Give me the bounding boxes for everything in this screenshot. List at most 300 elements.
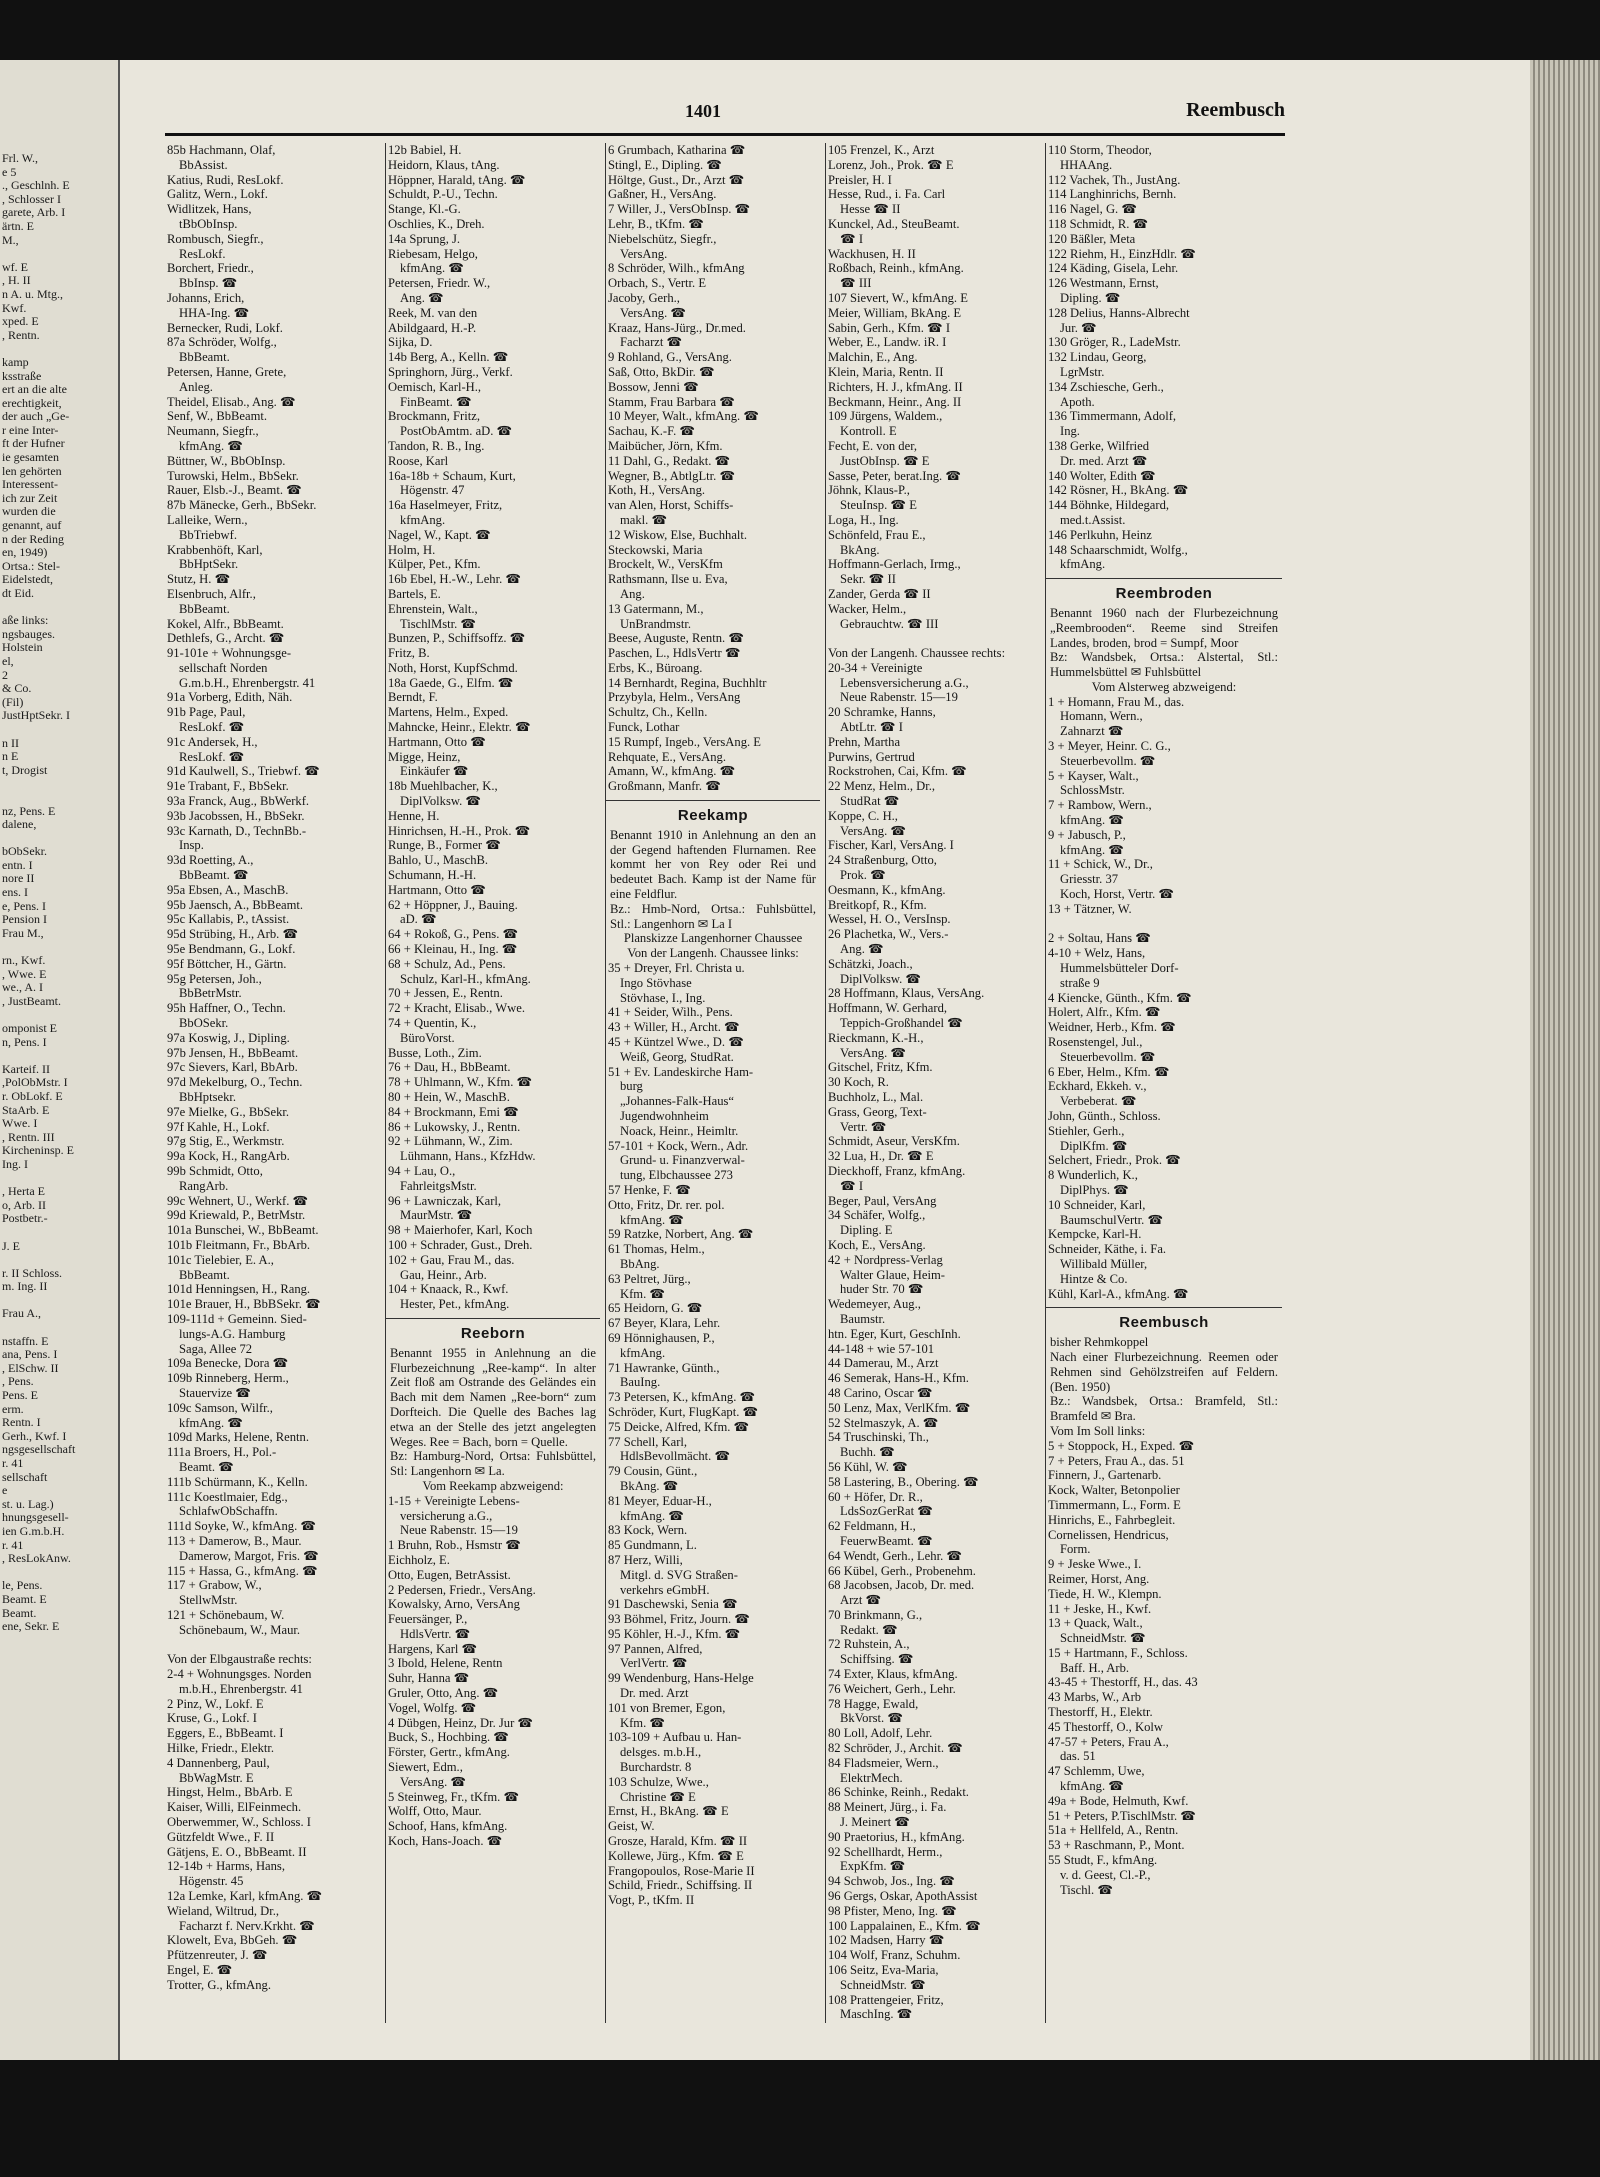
strip-line	[0, 1294, 118, 1308]
directory-entry: Oemisch, Karl-H.,	[388, 379, 482, 394]
directory-entry: Oesmann, K., kfmAng.	[828, 882, 946, 897]
directory-entry: Buchh. ☎	[840, 1445, 895, 1460]
directory-entry: 80 + Hein, W., MaschB.	[388, 1090, 510, 1104]
street-subheading: Vom Alsterweg abzweigend:	[1091, 679, 1237, 694]
directory-entry: Lehr, B., tKfm. ☎	[608, 216, 704, 231]
column-3	[605, 143, 820, 2023]
directory-entry: Steuerbevollm. ☎	[1060, 753, 1156, 768]
directory-entry: Frangopoulos, Rose-Marie II	[608, 1863, 755, 1878]
directory-entry: 97b Jensen, H., BbBeamt.	[167, 1045, 299, 1060]
directory-entry: 2-4 + Wohnungsges. Norden	[167, 1667, 312, 1682]
directory-entry: 5 + Kayser, Walt.,	[1048, 768, 1139, 783]
directory-entry: Walter Glaue, Heim-	[840, 1267, 945, 1282]
directory-entry: 87 Herz, Willi,	[608, 1552, 683, 1567]
strip-line: len gehörten	[2, 463, 62, 478]
strip-line	[0, 832, 118, 846]
directory-entry: Bossow, Jenni ☎	[608, 379, 699, 394]
directory-entry: 70 Brinkmann, G.,	[828, 1607, 923, 1622]
directory-entry: Kühl, Karl-A., kfmAng. ☎	[1048, 1286, 1189, 1301]
directory-entry: HHAAng.	[1060, 157, 1113, 172]
directory-entry: 7 Willer, J., VersObInsp. ☎	[608, 202, 751, 217]
directory-entry: Oschlies, K., Dreh.	[388, 216, 485, 231]
directory-entry: Berndt, F.	[388, 690, 438, 705]
directory-entry: 103 Schulze, Wwe.,	[608, 1774, 709, 1789]
strip-line: o, Arb. II	[2, 1197, 46, 1212]
directory-entry: 102 + Gau, Frau M., das.	[388, 1252, 515, 1267]
page-number: 1401	[685, 101, 721, 121]
strip-line	[0, 791, 118, 805]
directory-entry: Stauervize ☎	[179, 1385, 251, 1400]
directory-entry: SchneidMstr. ☎	[1060, 1631, 1146, 1646]
directory-entry: 28 Hoffmann, Klaus, VersAng.	[828, 986, 985, 1001]
directory-entry: verkehrs eGmbH.	[620, 1582, 710, 1597]
directory-entry: 91 Daschewski, Senia ☎	[608, 1597, 738, 1612]
directory-entry: Rockstrohen, Cai, Kfm. ☎	[828, 764, 967, 779]
directory-entry: 96 + Lawniczak, Karl,	[388, 1193, 502, 1208]
directory-entry: 32 Lua, H., Dr. ☎ E	[828, 1149, 934, 1164]
directory-entry: 57 Henke, F. ☎	[608, 1182, 691, 1197]
directory-entry: 148 Schaarschmidt, Wolfg.,	[1048, 542, 1188, 557]
directory-entry: Einkäufer ☎	[400, 764, 469, 779]
directory-entry: Weiß, Georg, StudRat.	[620, 1049, 734, 1064]
directory-entry: BbBetrMstr.	[179, 986, 242, 1001]
directory-entry: Apoth.	[1060, 394, 1095, 409]
strip-line	[0, 1321, 118, 1335]
directory-entry: 98 Pfister, Meno, Ing. ☎	[828, 1903, 957, 1918]
directory-entry: Schönfeld, Frau E.,	[828, 527, 926, 542]
directory-entry: Hesse ☎ II	[840, 202, 901, 217]
directory-entry: 113 + Damerow, B., Maur.	[167, 1533, 302, 1548]
directory-entry: Finnern, J., Gartenarb.	[1048, 1468, 1162, 1483]
strip-line: ich zur Zeit	[2, 490, 58, 505]
directory-entry: 13 + Tätzner, W.	[1048, 901, 1132, 916]
directory-entry: 49a + Bode, Helmuth, Kwf.	[1048, 1793, 1189, 1808]
street-description: Benannt 1960 nach der Flurbezeichnung „Reembrooden“. Reeme sind Streifen Landes, broden, brod = Sumpf, Moor	[1050, 605, 1278, 650]
strip-line: ien G.m.b.H.	[2, 1523, 65, 1538]
directory-entry: 91d Kaulwell, S., Triebwf. ☎	[167, 764, 320, 779]
directory-entry: RangArb.	[179, 1178, 229, 1193]
directory-entry: 67 Beyer, Klara, Lehr.	[608, 1316, 721, 1331]
directory-entry: 83 Kock, Wern.	[608, 1523, 688, 1538]
strip-line: n II	[2, 735, 19, 750]
directory-entry: kfmAng. ☎	[1060, 842, 1124, 857]
street-description: Benannt 1955 in Anlehnung an die Flurbezeichnung „Ree-kamp“. In alter Zeit floß am Ostrande des Geländes ein Bach mit dem Namen „Ree-born“ zum Dorfteich. Die Quelle des Baches lag etwa an der Stelle des jetzt angelegten Weges. Ree = Bach, born = Quelle.	[390, 1345, 596, 1449]
directory-entry: Henne, H.	[388, 808, 440, 823]
strip-line	[0, 601, 118, 615]
strip-line: Ortsa.: Stel-	[2, 558, 60, 573]
directory-entry: 14b Berg, A., Kelln. ☎	[388, 350, 509, 365]
directory-entry: Gätjens, E. O., BbBeamt. II	[167, 1844, 307, 1859]
directory-entry: Kowalsky, Arno, VersAng	[388, 1597, 520, 1612]
directory-entry: 61 Thomas, Helm.,	[608, 1242, 705, 1257]
directory-entry: BbHptsekr.	[179, 1090, 237, 1104]
directory-entry: Dipling. ☎	[1060, 290, 1121, 305]
strip-line: Postbetr.-	[2, 1211, 48, 1226]
directory-entry: 99 Wendenburg, Hans-Helge	[608, 1671, 754, 1686]
directory-entry: Siewert, Edm.,	[388, 1760, 463, 1775]
directory-entry: 140 Wolter, Edith ☎	[1048, 468, 1156, 483]
directory-entry: 87b Mänecke, Gerh., BbSekr.	[167, 498, 317, 513]
directory-entry: Mitgl. d. SVG Straßen-	[620, 1567, 738, 1582]
directory-entry: VersAng.	[620, 246, 668, 261]
directory-entry: Paschen, L., HdlsVertr ☎	[608, 646, 741, 661]
directory-entry: 57-101 + Kock, Wern., Adr.	[608, 1138, 749, 1153]
directory-entry: Burchardstr. 8	[620, 1760, 692, 1775]
directory-entry: Kruse, G., Lokf. I	[167, 1711, 257, 1726]
directory-entry: 26 Plachetka, W., Vers.-	[828, 927, 949, 942]
directory-entry: Schneider, Käthe, i. Fa.	[1048, 1242, 1167, 1257]
directory-entry: ☎ I	[840, 1178, 864, 1193]
directory-entry: 92 + Lühmann, W., Zim.	[388, 1134, 513, 1149]
directory-entry: 97 Pannen, Alfred,	[608, 1641, 703, 1656]
directory-entry: Steckowski, Maria	[608, 542, 703, 557]
directory-entry: 45 Thestorff, O., Kolw	[1048, 1719, 1163, 1734]
directory-entry: Christine ☎ E	[620, 1789, 696, 1804]
directory-entry: 35 + Dreyer, Frl. Christa u.	[608, 961, 745, 976]
directory-entry: 97f Kahle, H., Lokf.	[167, 1119, 270, 1134]
directory-entry: 4 Dannenberg, Paul,	[167, 1755, 270, 1770]
directory-entry: 18a Gaede, G., Elfm. ☎	[388, 675, 514, 690]
directory-entry: Wacker, Helm.,	[828, 601, 907, 616]
directory-entry: 146 Perlkuhn, Heinz	[1048, 527, 1152, 542]
directory-entry: JustObInsp. ☎ E	[840, 453, 930, 468]
directory-entry: Dieckhoff, Franz, kfmAng.	[828, 1163, 966, 1178]
directory-entry: Riebesam, Helgo,	[388, 246, 478, 261]
directory-entry: 65 Heidorn, G. ☎	[608, 1301, 703, 1316]
directory-entry: 95d Strübing, H., Arb. ☎	[167, 927, 299, 942]
directory-entry: 12 Wiskow, Else, Buchhalt.	[608, 527, 748, 542]
directory-entry: Anleg.	[179, 379, 213, 394]
strip-line: M.,	[2, 232, 19, 247]
directory-entry: Tischl. ☎	[1060, 1882, 1114, 1897]
directory-entry: Hinrichsen, H.-H., Prok. ☎	[388, 823, 531, 838]
strip-line: garete, Arb. I	[2, 205, 66, 220]
directory-entry: 43 + Willer, H., Archt. ☎	[608, 1020, 740, 1035]
directory-entry: BbBeamt. ☎	[179, 868, 249, 883]
directory-entry: Krabbenhöft, Karl,	[167, 542, 263, 557]
directory-entry: 12-14b + Harms, Hans,	[167, 1859, 285, 1874]
directory-entry: 95 Köhler, H.-J., Kfm. ☎	[608, 1626, 741, 1641]
directory-entry: 95c Kallabis, P., tAssist.	[167, 912, 290, 927]
directory-entry: Grass, Georg, Text-	[828, 1104, 927, 1119]
directory-entry: 74 Exter, Klaus, kfmAng.	[828, 1667, 958, 1682]
directory-entry: VersAng. ☎	[620, 305, 687, 320]
directory-entry: Turowski, Helm., BbSekr.	[167, 468, 299, 483]
directory-entry: 7 + Rambow, Wern.,	[1048, 798, 1152, 813]
directory-entry: Sekr. ☎ II	[840, 572, 896, 587]
directory-entry: Vertr. ☎	[840, 1119, 887, 1134]
directory-entry: 97d Mekelburg, O., Techn.	[167, 1075, 303, 1090]
directory-entry: BauIng.	[620, 1375, 661, 1390]
directory-entry: Bartels, E.	[388, 586, 441, 601]
strip-line: n, Pens. I	[2, 1034, 47, 1049]
directory-entry: Koch, Hans-Joach. ☎	[388, 1834, 503, 1849]
directory-entry: 42 + Nordpress-Verlag	[828, 1252, 943, 1267]
directory-entry: Springhorn, Jürg., Verkf.	[388, 364, 513, 379]
directory-entry: BbWagMstr. E	[179, 1770, 254, 1785]
street-description: Nach einer Flurbezeichnung. Reemen oder Rehmen sind Gehölzstreifen auf Feldern. (Ben. 1950)	[1050, 1349, 1278, 1394]
section-divider	[606, 800, 820, 801]
directory-entry: Nagel, W., Kapt. ☎	[388, 527, 491, 542]
directory-entry: Form.	[1060, 1542, 1091, 1557]
directory-entry: 115 + Hassa, G., kfmAng. ☎	[167, 1563, 318, 1578]
directory-entry: 8 Wunderlich, K.,	[1048, 1168, 1138, 1183]
strip-line: , Schlosser I	[2, 191, 61, 206]
column-1	[165, 143, 379, 2023]
directory-entry: 91-101e + Wohnungsge-	[167, 646, 292, 661]
directory-entry: 52 Stelmaszyk, A. ☎	[828, 1415, 939, 1430]
strip-line: Eidelstedt,	[2, 572, 53, 587]
directory-entry: 60 + Höfer, Dr. R.,	[828, 1489, 923, 1504]
directory-entry: 92 Schellhardt, Herm.,	[828, 1844, 943, 1859]
directory-entry: 12b Babiel, H.	[388, 143, 462, 157]
directory-entry: Ang. ☎	[840, 942, 884, 957]
directory-entry: 111d Soyke, W., kfmAng. ☎	[167, 1519, 317, 1534]
directory-entry: Grosze, Harald, Kfm. ☎ II	[608, 1834, 748, 1849]
directory-entry: Neumann, Siegfr.,	[167, 424, 259, 439]
strip-line: ,PolObMstr. I	[2, 1075, 68, 1090]
directory-entry: 95a Ebsen, A., MaschB.	[167, 882, 289, 897]
strip-line: , ElSchw. II	[2, 1360, 59, 1375]
directory-entry: BbAng.	[620, 1256, 660, 1271]
directory-entry: Hartmann, Otto ☎	[388, 882, 486, 897]
directory-entry: Kock, Walter, Betonpolier	[1048, 1483, 1180, 1498]
strip-line: n A. u. Mtg.,	[2, 286, 64, 301]
directory-entry: 80 Loll, Adolf, Lehr.	[828, 1726, 933, 1741]
directory-entry: Saß, Otto, BkDir. ☎	[608, 364, 715, 379]
directory-entry: BbAssist.	[179, 157, 228, 172]
directory-entry: Wegner, B., AbtlgLtr. ☎	[608, 468, 736, 483]
directory-entry: Koth, H., VersAng.	[608, 483, 706, 498]
directory-entry: 10 Schneider, Karl,	[1048, 1197, 1146, 1212]
directory-entry: Klowelt, Eva, BbGeh. ☎	[167, 1933, 298, 1948]
directory-entry: ☎ I	[840, 231, 864, 246]
strip-line: StaArb. E	[2, 1102, 50, 1117]
directory-entry: 66 Kübel, Gerh., Probenehm.	[828, 1563, 976, 1578]
directory-entry: Heidorn, Klaus, tAng.	[388, 157, 500, 172]
directory-entry: Sijka, D.	[388, 335, 433, 350]
directory-entry: Katius, Rudi, ResLokf.	[167, 172, 284, 187]
section-divider	[386, 1318, 600, 1319]
street-heading: Reembusch	[1119, 1314, 1209, 1332]
strip-line: Frau M.,	[2, 925, 44, 940]
directory-entry: 3 + Meyer, Heinr. C. G.,	[1048, 739, 1171, 754]
directory-entry: 75 Deicke, Alfred, Kfm. ☎	[608, 1419, 750, 1434]
directory-entry: AbtLtr. ☎ I	[840, 720, 903, 735]
strip-line: , Wwe. E	[2, 966, 47, 981]
directory-entry: 134 Zschiesche, Gerh.,	[1048, 379, 1164, 394]
directory-entry: 76 + Dau, H., BbBeamt.	[388, 1060, 511, 1075]
directory-entry: Höltge, Gust., Dr., Arzt ☎	[608, 172, 745, 187]
directory-entry: 4 Kiencke, Günth., Kfm. ☎	[1048, 990, 1192, 1005]
directory-entry: BbTriebwf.	[179, 527, 237, 542]
strip-line	[0, 777, 118, 791]
strip-line: ksstraße	[2, 368, 42, 383]
directory-entry: 93 Böhmel, Fritz, Journ. ☎	[608, 1612, 750, 1627]
directory-entry: Verbeberat. ☎	[1060, 1094, 1137, 1109]
directory-entry: straße 9	[1060, 975, 1100, 990]
directory-entry: 86 + Lukowsky, J., Rentn.	[388, 1119, 521, 1134]
directory-entry: UnBrandmstr.	[620, 616, 692, 631]
directory-entry: ResLokf.	[179, 246, 226, 261]
directory-entry: Facharzt f. Nerv.Krkht. ☎	[179, 1918, 315, 1933]
directory-entry: 99c Wehnert, U., Werkf. ☎	[167, 1193, 309, 1208]
directory-entry: Sasse, Peter, berat.Ing. ☎	[828, 468, 962, 483]
directory-entry: Kaiser, Willi, ElFeinmech.	[167, 1800, 302, 1815]
directory-entry: BbBeamt.	[179, 350, 230, 365]
directory-entry: 14 Bernhardt, Regina, Buchhltr	[608, 675, 767, 690]
directory-entry: 59 Ratzke, Norbert, Ang. ☎	[608, 1227, 754, 1242]
directory-entry: Hingst, Helm., BbArb. E	[167, 1785, 293, 1800]
directory-entry: Rosenstengel, Jul.,	[1048, 1035, 1143, 1050]
directory-entry: Purwins, Gertrud	[828, 749, 915, 764]
directory-entry: 120 Bäßler, Meta	[1048, 231, 1136, 246]
directory-entry: 58 Lastering, B., Obering. ☎	[828, 1474, 979, 1489]
strip-line: ngsgesellschaft	[2, 1442, 76, 1457]
directory-entry: 97g Stig, E., Werkmstr.	[167, 1134, 285, 1149]
strip-line: kamp	[2, 354, 29, 369]
directory-entry: 108 Prattengeier, Fritz,	[828, 1992, 944, 2007]
directory-entry: Oberwemmer, W., Schloss. I	[167, 1815, 311, 1830]
directory-entry: 16a-18b + Schaum, Kurt,	[388, 468, 516, 483]
directory-entry: Facharzt ☎	[620, 335, 683, 350]
directory-entry: BüroVorst.	[400, 1030, 455, 1045]
strip-line: le, Pens.	[2, 1578, 43, 1593]
strip-line: Karteif. II	[2, 1061, 50, 1076]
street-district: Bz: Hamburg-Nord, Ortsa: Fuhlsbüttel, Stl: Langenhorn ✉ La.	[390, 1449, 596, 1479]
column-5	[1045, 143, 1282, 2023]
directory-entry: SteuInsp. ☎ E	[840, 498, 917, 513]
directory-entry: Richters, H. J., kfmAng. II	[828, 379, 963, 394]
directory-entry: Bunzen, P., Schiffsoffz. ☎	[388, 631, 526, 646]
strip-line: r. ObLokf. E	[2, 1088, 63, 1103]
directory-entry: Schuldt, P.-U., Techn.	[388, 187, 498, 202]
directory-entry: delsges. m.b.H.,	[620, 1745, 702, 1760]
directory-entry: 55 Studt, F., kfmAng.	[1048, 1853, 1158, 1868]
directory-entry: 97c Sievers, Karl, BbArb.	[167, 1060, 298, 1075]
directory-entry: HdlsBevollmächt. ☎	[620, 1449, 731, 1464]
directory-entry: 4-10 + Welz, Hans,	[1048, 946, 1146, 961]
directory-entry: 109-111d + Gemeinn. Sied-	[167, 1311, 307, 1326]
directory-entry: 101d Henningsen, H., Rang.	[167, 1282, 311, 1297]
directory-entry: Willibald Müller,	[1060, 1256, 1148, 1271]
strip-line: erm.	[2, 1401, 24, 1416]
directory-entry: Ing.	[1060, 424, 1080, 439]
directory-entry: Brockelt, W., VersKfm	[608, 557, 723, 572]
directory-entry: 74 + Quentin, K.,	[388, 1016, 477, 1031]
directory-entry: Von der Langenh. Chaussee rechts:	[828, 646, 1006, 661]
directory-entry: Rehquate, E., VersAng.	[608, 749, 726, 764]
directory-entry: Trotter, G., kfmAng.	[167, 1977, 271, 1992]
directory-entry: Ingo Stövhase	[620, 975, 692, 990]
directory-entry: HdlsVertr. ☎	[400, 1626, 471, 1641]
directory-entry: 51a + Hellfeld, A., Rentn.	[1048, 1823, 1179, 1838]
directory-entry: 116 Nagel, G. ☎	[1048, 202, 1138, 217]
directory-entry: 93c Karnath, D., TechnBb.-	[167, 823, 307, 838]
directory-entry: ResLokf. ☎	[179, 749, 245, 764]
directory-entry: 104 Wolf, Franz, Schuhm.	[828, 1948, 961, 1963]
directory-entry: Griesstr. 37	[1060, 872, 1119, 887]
directory-entry: 6 Eber, Helm., Kfm. ☎	[1048, 1064, 1170, 1079]
directory-entry: Gitschel, Fritz, Kfm.	[828, 1060, 933, 1075]
directory-entry: 71 Hawranke, Günth.,	[608, 1360, 720, 1375]
directory-entry: Roose, Karl	[388, 453, 449, 468]
directory-entry: Höppner, Harald, tAng. ☎	[388, 172, 526, 187]
directory-entry: Sachau, K.-F. ☎	[608, 424, 696, 439]
strip-line: nore II	[2, 871, 35, 886]
directory-entry: 47-57 + Peters, Frau A.,	[1048, 1734, 1169, 1749]
directory-entry: Otto, Fritz, Dr. rer. pol.	[608, 1197, 725, 1212]
directory-entry: 117 + Grabow, W.,	[167, 1578, 262, 1593]
directory-entry: Teppich-Großhandel ☎	[840, 1016, 963, 1031]
directory-entry: 30 Koch, R.	[828, 1075, 889, 1090]
directory-entry: Lalleike, Wern.,	[167, 512, 248, 527]
directory-entry: 86 Schinke, Reinh., Redakt.	[828, 1785, 969, 1800]
strip-line: m. Ing. II	[2, 1279, 48, 1294]
directory-entry: Johanns, Erich,	[167, 290, 245, 305]
directory-entry: BbOSekr.	[179, 1016, 229, 1031]
strip-line	[0, 247, 118, 261]
directory-entry: DiplPhys. ☎	[1060, 1182, 1129, 1197]
directory-entry: 109 Jürgens, Waldem.,	[828, 409, 943, 424]
directory-entry: 53 + Raschmann, P., Mont.	[1048, 1838, 1185, 1853]
directory-entry: 90 Praetorius, H., kfmAng.	[828, 1829, 965, 1844]
directory-entry: Cornelissen, Hendricus,	[1048, 1527, 1169, 1542]
directory-entry: Maibücher, Jörn, Kfm.	[608, 438, 723, 453]
directory-entry: Jur. ☎	[1060, 320, 1097, 335]
directory-entry: Arzt ☎	[840, 1593, 882, 1608]
directory-entry: 87a Schröder, Wolfg.,	[167, 335, 277, 350]
directory-entry	[1046, 917, 1282, 932]
directory-entry: Gützfeldt Wwe., F. II	[167, 1829, 275, 1844]
previous-page-strip	[0, 60, 120, 2060]
directory-entry: Weidner, Herb., Kfm. ☎	[1048, 1020, 1176, 1035]
strip-line: ärtn. E	[2, 218, 34, 233]
directory-entry: Koch, Horst, Vertr. ☎	[1060, 887, 1175, 902]
directory-entry: Stingl, E., Dipling. ☎	[608, 157, 722, 172]
directory-entry: 91b Page, Paul,	[167, 705, 246, 720]
directory-entry: Insp.	[179, 838, 204, 853]
directory-entry: 18b Muehlbacher, K.,	[388, 779, 498, 794]
directory-entry: 97e Mielke, G., BbSekr.	[167, 1104, 290, 1119]
directory-entry: 13 + Quack, Walt.,	[1048, 1616, 1143, 1631]
directory-entry: Stövhase, I., Ing.	[620, 990, 706, 1005]
directory-entry: Geist, W.	[608, 1819, 655, 1834]
strip-line: der auch „Ge-	[2, 409, 70, 424]
directory-entry: 110 Storm, Theodor,	[1048, 143, 1152, 157]
directory-entry: Holm, H.	[388, 542, 436, 557]
directory-entry: 104 + Knaack, R., Kwf.	[388, 1282, 509, 1297]
directory-entry: Wieland, Wiltrud, Dr.,	[167, 1903, 280, 1918]
directory-entry: 111a Broers, H., Pol.-	[167, 1445, 277, 1460]
directory-entry: J. Meinert ☎	[840, 1815, 910, 1830]
directory-entry: Lorenz, Joh., Prok. ☎ E	[828, 157, 954, 172]
directory-entry: Wolff, Otto, Maur.	[388, 1804, 482, 1819]
directory-entry: Stutz, H. ☎	[167, 572, 231, 587]
directory-entry: 44-148 + wie 57-101	[828, 1341, 935, 1356]
directory-entry: 97a Koswig, J., Dipling.	[167, 1030, 290, 1045]
directory-entry: Eichholz, E.	[388, 1552, 450, 1567]
directory-entry: kfmAng. ☎	[1060, 1779, 1124, 1794]
directory-entry: Redakt. ☎	[840, 1622, 898, 1637]
directory-entry: 95h Haffner, O., Techn.	[167, 1001, 286, 1016]
directory-entry: 114 Langhinrichs, Bernh.	[1048, 187, 1177, 202]
directory-entry: 56 Kühl, W. ☎	[828, 1459, 908, 1474]
directory-entry: burg	[620, 1079, 643, 1094]
directory-entry: lungs-A.G. Hamburg	[179, 1326, 286, 1341]
directory-entry: versicherung a.G.,	[400, 1508, 493, 1523]
strip-line: dt Eid.	[2, 586, 34, 600]
